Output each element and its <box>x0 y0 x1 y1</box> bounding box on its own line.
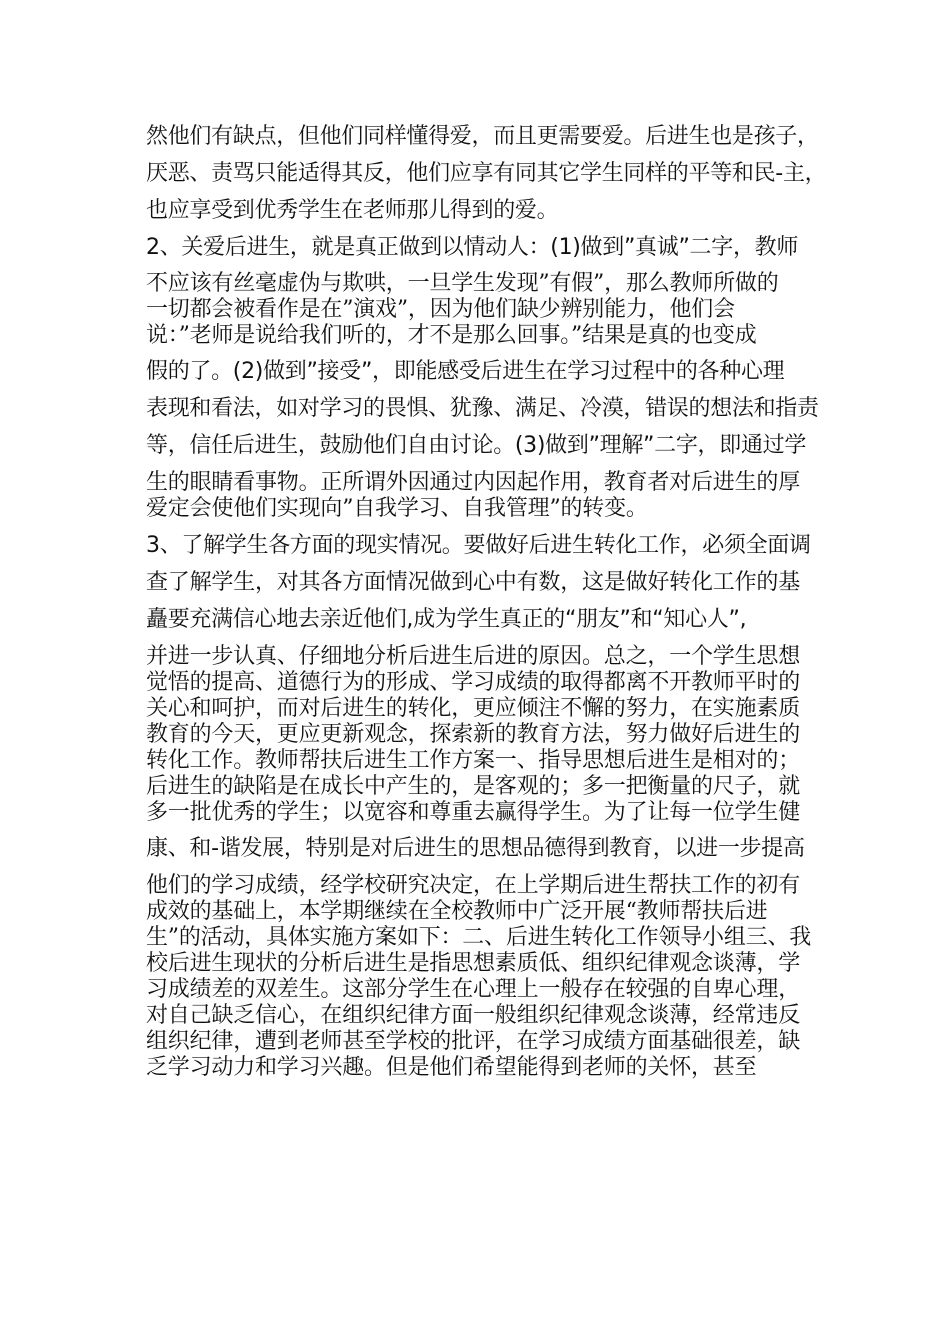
text-line: 乏学习动力和学习兴趣。但是他们希望能得到老师的关怀，甚至 <box>146 1055 757 1080</box>
text-line: 组织纪律，遭到老师甚至学校的批评，在学习成绩方面基础很差，缺 <box>146 1029 801 1054</box>
text-line: 校后进生现状的分析后进生是指思想素质低、组织纪律观念谈薄，学 <box>146 951 801 976</box>
text-line: 并进一步认真、仔细地分析后进生后进的原因。总之，一个学生思想 <box>146 644 801 669</box>
text-line: 2、关爱后进生，就是真正做到以情动人：(1)做到”真诚”二字，教师 <box>146 235 799 260</box>
text-line: 等，信任后进生，鼓励他们自由讨论。(3)做到”理解”二字，即通过学 <box>146 433 807 458</box>
text-line: 对自己缺乏信心，在组织纪律方面一般组织纪律观念谈薄，经常违反 <box>146 1003 801 1028</box>
text-line: 关心和呵护，而对后进生的转化，更应倾注不懈的努力，在实施素质 <box>146 696 801 721</box>
text-line: 康、和-谐发展，特别是对后进生的思想品德得到教育，以进一步提高 <box>146 836 805 861</box>
text-line: 查了解学生，对其各方面情况做到心中有数，这是做好转化工作的基 <box>146 570 801 595</box>
text-line: 觉悟的提高、道德行为的形成、学习成绩的取得都离不开教师平时的 <box>146 670 801 695</box>
text-line: 然他们有缺点，但他们同样懂得爱，而且更需要爱。后进生也是孩子， <box>146 124 819 149</box>
text-line: 习成绩差的双差生。这部分学生在心理上一般存在较强的自卑心理， <box>146 977 801 1002</box>
text-line: 说：”老师是说给我们听的，才不是那么回事。”结果是真的也变成 <box>146 323 757 348</box>
text-line: 3、了解学生各方面的现实情况。要做好后进生转化工作，必须全面调 <box>146 533 811 558</box>
text-line: 教育的今天，更应更新观念，探索新的教育方法，努力做好后进生的 <box>146 722 801 747</box>
text-line: 后进生的缺陷是在成长中产生的，是客观的；多一把衡量的尺子，就 <box>146 774 801 799</box>
text-line: 假的了。(2)做到”接受”，即能感受后进生在学习过程中的各种心理 <box>146 359 785 384</box>
text-line: 生”的活动，具体实施方案如下：二、后进生转化工作领导小组三、我 <box>146 925 812 950</box>
text-line: 多一批优秀的学生；以宽容和尊重去赢得学生。为了让每一位学生健 <box>146 800 801 825</box>
text-line: 表现和看法，如对学习的畏惧、犹豫、满足、冷漠，错误的想法和指责 <box>146 396 819 421</box>
text-line: 也应享受到优秀学生在老师那儿得到的爱。 <box>146 198 559 223</box>
text-line: 矗要充满信心地去亲近他们,成为学生真正的“朋友”和“知心人”, <box>146 607 747 632</box>
text-line: 不应该有丝毫虚伪与欺哄，一旦学生发现”有假”，那么教师所做的 <box>146 271 779 296</box>
text-line: 一切都会被看作是在”演戏”，因为他们缺少辨别能力，他们会 <box>146 297 735 322</box>
text-line: 他们的学习成绩，经学校研究决定，在上学期后进生帮扶工作的初有 <box>146 873 801 898</box>
text-line: 成效的基础上，本学期继续在全校教师中广泛开展“教师帮扶后进 <box>146 899 768 924</box>
text-line: 爱定会使他们实现向”自我学习、自我管理”的转变。 <box>146 496 648 521</box>
text-line: 厌恶、责骂只能适得其反，他们应享有同其它学生同样的平等和民-主， <box>146 161 827 186</box>
text-line: 生的眼睛看事物。正所谓外因通过内因起作用，教育者对后进生的厚 <box>146 470 801 495</box>
text-line: 转化工作。教师帮扶后进生工作方案一、指导思想后进生是相对的； <box>146 748 801 773</box>
